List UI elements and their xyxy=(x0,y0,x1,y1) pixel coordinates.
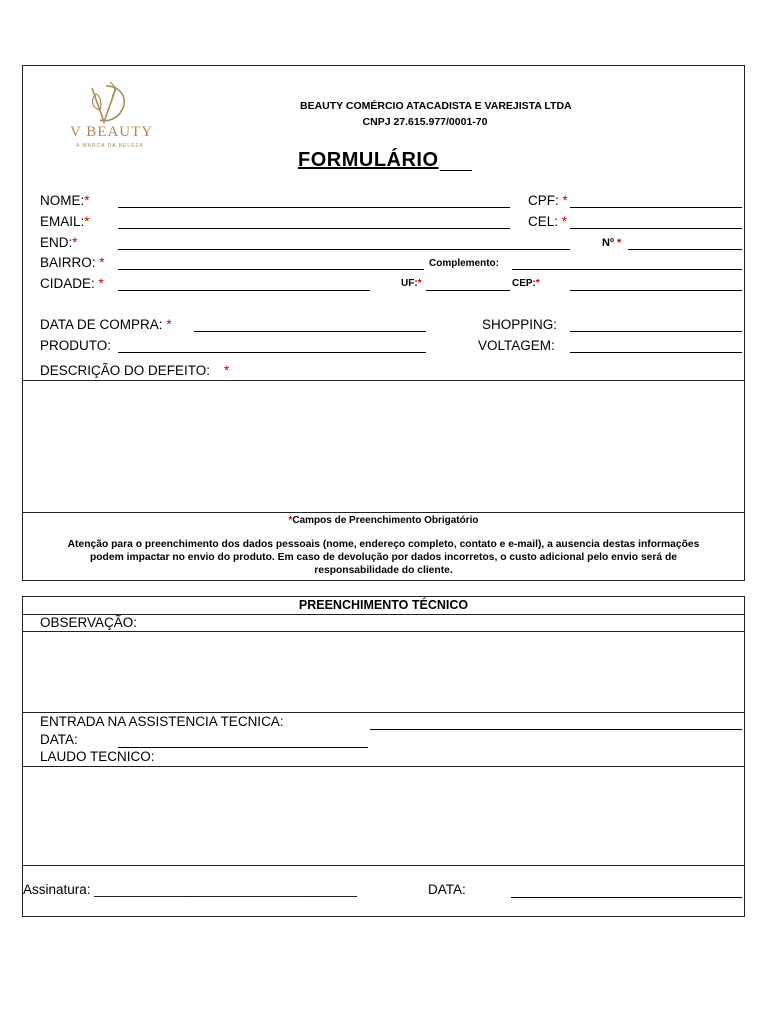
label-numero: Nº * xyxy=(602,237,622,249)
technical-title: PREENCHIMENTO TÉCNICO xyxy=(298,598,469,612)
entrada-field[interactable] xyxy=(370,729,742,730)
defect-description-area[interactable] xyxy=(24,382,743,511)
label-end: END:* xyxy=(40,235,78,250)
label-email: EMAIL:* xyxy=(40,214,90,229)
vbeauty-logo-icon xyxy=(70,80,160,130)
label-bairro: BAIRRO: * xyxy=(40,255,105,270)
numero-field[interactable] xyxy=(628,249,742,250)
laudo-bottom-divider xyxy=(23,865,744,866)
label-complemento: Complemento: xyxy=(429,258,499,269)
voltagem-field[interactable] xyxy=(570,352,742,353)
label-cidade: CIDADE: * xyxy=(40,276,104,291)
observacao-divider xyxy=(23,631,744,632)
label-produto: PRODUTO: xyxy=(40,338,112,353)
laudo-area[interactable] xyxy=(24,768,743,864)
attention-line-3: responsabilidade do cliente. xyxy=(314,565,453,576)
cel-field[interactable] xyxy=(570,228,742,229)
uf-field[interactable] xyxy=(426,290,510,291)
label-cep: CEP:* xyxy=(512,278,540,289)
required-fields-note: *Campos de Preenchimento Obrigatório xyxy=(288,515,479,526)
company-cnpj: CNPJ 27.615.977/0001-70 xyxy=(362,116,488,128)
label-uf: UF:* xyxy=(401,278,422,289)
label-laudo: LAUDO TECNICO: xyxy=(40,749,155,764)
title-underline-extension xyxy=(440,170,472,171)
observacao-area[interactable] xyxy=(24,633,743,711)
brand-logo xyxy=(70,80,160,160)
data-signature-field[interactable] xyxy=(511,897,742,898)
attention-line-2: podem impactar no envio do produto. Em caso de devolução por dados incorretos, o custo adicional pelo envio será de xyxy=(89,552,678,563)
label-cpf: CPF: * xyxy=(528,193,568,208)
laudo-divider xyxy=(23,766,744,767)
company-name: BEAUTY COMÉRCIO ATACADISTA E VAREJISTA LTDA xyxy=(300,100,572,112)
page-title: FORMULÁRIO xyxy=(298,149,439,171)
label-shopping: SHOPPING: xyxy=(482,317,558,332)
logo-text: V BEAUTY xyxy=(70,124,154,140)
cidade-field[interactable] xyxy=(118,290,370,291)
label-data-signature: DATA: xyxy=(428,882,466,897)
observacao-bottom-divider xyxy=(23,712,744,713)
bairro-field[interactable] xyxy=(118,269,424,270)
label-cel: CEL: * xyxy=(528,214,568,229)
data-field[interactable] xyxy=(118,747,368,748)
signature-line[interactable]: Assinatura: ___________________________________ xyxy=(23,882,358,897)
nome-field[interactable] xyxy=(118,207,510,208)
cep-field[interactable] xyxy=(570,290,742,291)
label-data: DATA: xyxy=(40,732,78,747)
email-field[interactable] xyxy=(118,228,510,229)
label-entrada: ENTRADA NA ASSISTENCIA TECNICA: xyxy=(40,714,284,729)
label-voltagem: VOLTAGEM: xyxy=(478,338,555,353)
label-observacao: OBSERVAÇÃO: xyxy=(40,615,138,630)
cpf-field[interactable] xyxy=(570,207,742,208)
label-nome: NOME:* xyxy=(40,193,90,208)
complemento-field[interactable] xyxy=(512,269,742,270)
notice-top-divider xyxy=(23,512,744,513)
description-top-divider xyxy=(23,380,744,381)
data-compra-field[interactable] xyxy=(194,331,426,332)
end-field[interactable] xyxy=(118,249,570,250)
attention-line-1: Atenção para o preenchimento dos dados pessoais (nome, endereço completo, contato e e-mail), a ausencia destas informações xyxy=(67,539,700,550)
shopping-field[interactable] xyxy=(570,331,742,332)
label-descricao: DESCRIÇÃO DO DEFEITO: * xyxy=(40,363,230,378)
logo-tagline: A MARCA DA BELEZA xyxy=(76,143,144,149)
label-data-compra: DATA DE COMPRA: * xyxy=(40,317,172,332)
produto-field[interactable] xyxy=(118,352,426,353)
